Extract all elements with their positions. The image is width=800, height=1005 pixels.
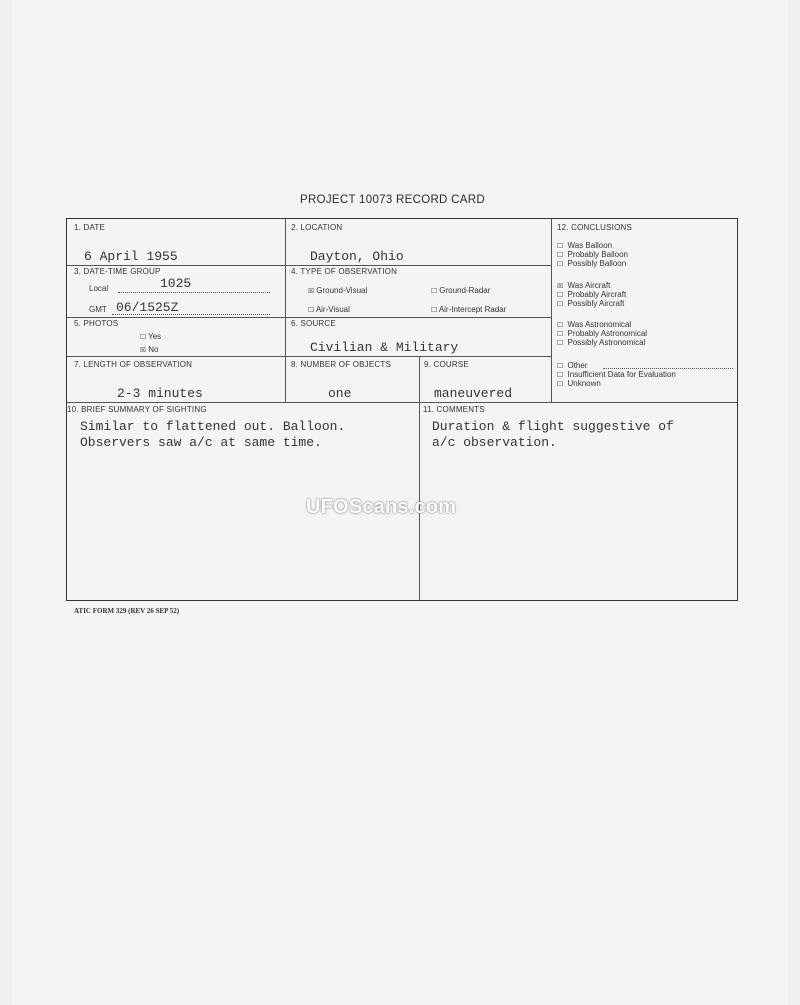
conclusions-group-balloon xyxy=(557,241,628,268)
photos-yes-checkbox: ☐ xyxy=(140,332,147,343)
divider xyxy=(551,219,552,402)
conclusion-text: Was Balloon xyxy=(567,241,613,250)
conclusion-text: Was Astronomical xyxy=(567,320,632,329)
summary-label: 10. BRIEF SUMMARY OF SIGHTING xyxy=(67,405,207,414)
conclusion-checkbox: ☐ xyxy=(557,299,564,310)
conclusion-checkbox: ☐ xyxy=(557,250,564,261)
air-visual-option xyxy=(308,304,350,316)
air-visual-checkbox: ☐ xyxy=(308,305,315,316)
local-label: Local xyxy=(89,284,109,293)
photos-no-option xyxy=(140,344,159,356)
comments-label: 11. COMMENTS xyxy=(423,405,485,414)
ground-radar-text: Ground-Radar xyxy=(439,286,491,295)
conclusion-item xyxy=(557,338,647,347)
conclusion-text: Probably Aircraft xyxy=(567,290,627,299)
conclusion-text: Probably Astronomical xyxy=(567,329,648,338)
local-underline xyxy=(118,292,270,293)
conclusion-text: Was Aircraft xyxy=(567,281,611,290)
conclusion-item xyxy=(557,290,626,299)
conclusion-item xyxy=(557,320,647,329)
number-label: 8. NUMBER OF OBJECTS xyxy=(291,360,392,369)
conclusion-item xyxy=(557,281,626,290)
course-value: maneuvered xyxy=(434,386,513,401)
length-value: 2-3 minutes xyxy=(117,386,203,401)
course-label: 9. COURSE xyxy=(424,360,469,369)
air-intercept-checkbox: ☐ xyxy=(431,305,438,316)
divider xyxy=(67,317,551,318)
air-visual-text: Air-Visual xyxy=(315,305,350,314)
conclusion-checkbox: ☐ xyxy=(557,370,564,381)
comments-line: a/c observation. xyxy=(432,435,557,450)
conclusions-group-other xyxy=(557,361,676,388)
divider xyxy=(67,265,551,266)
photos-no-text: No xyxy=(148,345,159,354)
conclusion-checkbox: ☐ xyxy=(557,329,564,340)
conclusion-text: Other xyxy=(567,361,588,370)
date-label: 1. DATE xyxy=(74,223,106,232)
ground-visual-text: Ground-Visual xyxy=(316,286,368,295)
form-footer: ATIC FORM 329 (REV 26 SEP 52) xyxy=(74,607,180,615)
conclusions-group-astronomical xyxy=(557,320,647,347)
dtg-label: 3. DATE-TIME GROUP xyxy=(74,267,161,276)
ground-visual-checkbox: ☒ xyxy=(308,286,315,297)
conclusion-item xyxy=(557,241,628,250)
conclusion-checkbox: ☐ xyxy=(557,361,564,372)
conclusion-item xyxy=(557,250,628,259)
photos-yes-text: Yes xyxy=(148,332,162,341)
location-label: 2. LOCATION xyxy=(291,223,343,232)
air-intercept-text: Air-Intercept Radar xyxy=(438,305,507,314)
other-underline xyxy=(603,368,733,369)
conclusion-item xyxy=(557,379,676,388)
conclusion-item xyxy=(557,259,628,268)
conclusion-text: Insufficient Data for Evaluation xyxy=(567,370,676,379)
conclusion-checkbox: ☐ xyxy=(557,338,564,349)
conclusion-text: Unknown xyxy=(567,379,601,388)
ground-radar-option xyxy=(431,285,490,297)
divider xyxy=(419,356,420,600)
conclusion-text: Possibly Balloon xyxy=(567,259,627,268)
watermark: UFOScans.com xyxy=(306,496,457,518)
summary-line: Observers saw a/c at same time. xyxy=(80,435,322,450)
conclusions-label: 12. CONCLUSIONS xyxy=(557,223,633,232)
conclusion-checkbox: ☐ xyxy=(557,241,564,252)
conclusion-item xyxy=(557,370,676,379)
conclusions-group-aircraft xyxy=(557,281,626,308)
conclusion-checkbox: ☐ xyxy=(557,320,564,331)
photos-no-checkbox: ☒ xyxy=(140,345,147,356)
length-label: 7. LENGTH OF OBSERVATION xyxy=(74,360,193,369)
conclusion-checkbox: ☐ xyxy=(557,259,564,270)
ground-visual-option xyxy=(308,285,367,297)
location-value: Dayton, Ohio xyxy=(310,249,404,264)
divider xyxy=(67,402,737,403)
conclusion-checkbox: ☒ xyxy=(557,281,564,292)
conclusion-text: Possibly Aircraft xyxy=(567,299,625,308)
number-value: one xyxy=(328,386,352,401)
conclusion-item xyxy=(557,299,626,308)
conclusion-text: Possibly Astronomical xyxy=(567,338,646,347)
conclusion-checkbox: ☐ xyxy=(557,290,564,301)
local-value: 1025 xyxy=(160,276,192,291)
divider xyxy=(67,356,551,357)
conclusion-text: Probably Balloon xyxy=(567,250,628,259)
gmt-label: GMT xyxy=(89,305,107,314)
source-label: 6. SOURCE xyxy=(291,319,336,328)
ground-radar-checkbox: ☐ xyxy=(431,286,438,297)
date-value: 6 April 1955 xyxy=(84,249,178,264)
source-value: Civilian & Military xyxy=(310,340,459,355)
gmt-value: 06/1525Z xyxy=(116,300,179,315)
conclusion-checkbox: ☐ xyxy=(557,379,564,390)
photos-label: 5. PHOTOS xyxy=(74,319,119,328)
photos-yes-option xyxy=(140,331,161,343)
summary-line: Similar to flattened out. Balloon. xyxy=(80,419,346,434)
type-obs-label: 4. TYPE OF OBSERVATION xyxy=(291,267,398,276)
air-intercept-option xyxy=(431,304,506,316)
divider xyxy=(285,219,286,402)
comments-line: Duration & flight suggestive of xyxy=(432,419,674,434)
conclusion-item xyxy=(557,329,647,338)
card-title: PROJECT 10073 RECORD CARD xyxy=(300,194,485,206)
